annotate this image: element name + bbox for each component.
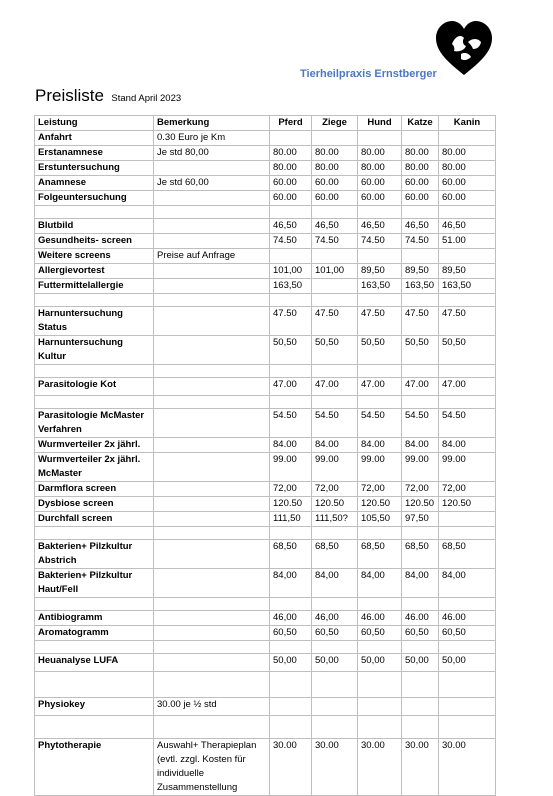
price-ziege-cell: 46,50 (312, 219, 358, 234)
table-row (35, 409, 496, 438)
price-pferd-cell: 120.50 (270, 497, 312, 512)
price-pferd-cell: 50,00 (270, 654, 312, 672)
table-row (35, 654, 496, 672)
table-row (35, 438, 496, 453)
remark-cell (154, 219, 270, 234)
service-name-cell: Harnuntersuchung Kultur (35, 336, 154, 365)
price-hund-cell: 163,50 (358, 279, 402, 294)
price-hund-cell: 60.00 (358, 191, 402, 206)
price-hund-cell: 46,50 (358, 219, 402, 234)
remark-cell (154, 206, 270, 219)
price-kanin-cell: 47.00 (439, 378, 496, 396)
price-ziege-cell (312, 672, 358, 698)
spacer-row (35, 206, 496, 219)
remark-cell (154, 365, 270, 378)
price-katze-cell: 84.00 (402, 438, 439, 453)
price-kanin-cell (439, 512, 496, 527)
service-name-cell (35, 716, 154, 739)
price-kanin-cell: 72,00 (439, 482, 496, 497)
remark-cell (154, 307, 270, 336)
spacer-row (35, 527, 496, 540)
price-kanin-cell: 60.00 (439, 191, 496, 206)
column-header-pferd: Pferd (270, 116, 312, 131)
price-hund-cell: 47.00 (358, 378, 402, 396)
service-name-cell: Durchfall screen (35, 512, 154, 527)
table-row (35, 219, 496, 234)
service-name-cell: Wurmverteiler 2x jährl. McMaster (35, 453, 154, 482)
service-name-cell: Blutbild (35, 219, 154, 234)
price-katze-cell: 99.00 (402, 453, 439, 482)
price-ziege-cell: 60.00 (312, 191, 358, 206)
price-ziege-cell (312, 641, 358, 654)
spacer-row (35, 365, 496, 378)
heart-pets-logo-icon (433, 18, 495, 80)
price-katze-cell (402, 294, 439, 307)
service-name-cell: Darmflora screen (35, 482, 154, 497)
price-kanin-cell (439, 641, 496, 654)
price-kanin-cell: 60.00 (439, 176, 496, 191)
price-pferd-cell: 80.00 (270, 146, 312, 161)
table-row (35, 131, 496, 146)
price-hund-cell: 60,50 (358, 626, 402, 641)
service-name-cell: Dysbiose screen (35, 497, 154, 512)
price-pferd-cell: 163,50 (270, 279, 312, 294)
price-katze-cell (402, 527, 439, 540)
price-pferd-cell: 68,50 (270, 540, 312, 569)
price-kanin-cell (439, 206, 496, 219)
price-ziege-cell (312, 294, 358, 307)
remark-cell (154, 611, 270, 626)
remark-cell (154, 512, 270, 527)
price-ziege-cell: 84.00 (312, 438, 358, 453)
price-katze-cell: 54.50 (402, 409, 439, 438)
price-hund-cell (358, 598, 402, 611)
price-katze-cell: 97,50 (402, 512, 439, 527)
service-name-cell: Allergievortest (35, 264, 154, 279)
price-kanin-cell (439, 716, 496, 739)
service-name-cell: Heuanalyse LUFA (35, 654, 154, 672)
price-katze-cell (402, 641, 439, 654)
price-ziege-cell (312, 527, 358, 540)
price-ziege-cell: 99.00 (312, 453, 358, 482)
service-name-cell (35, 365, 154, 378)
price-pferd-cell: 84.00 (270, 438, 312, 453)
price-hund-cell (358, 672, 402, 698)
price-kanin-cell: 54.50 (439, 409, 496, 438)
price-hund-cell: 84,00 (358, 569, 402, 598)
remark-cell (154, 540, 270, 569)
table-row (35, 161, 496, 176)
price-pferd-cell: 111,50 (270, 512, 312, 527)
remark-cell: 30.00 je ½ std (154, 698, 270, 716)
page-title-block (35, 86, 181, 106)
remark-cell (154, 378, 270, 396)
price-hund-cell: 72,00 (358, 482, 402, 497)
remark-cell (154, 716, 270, 739)
remark-cell (154, 672, 270, 698)
price-pferd-cell: 50,50 (270, 336, 312, 365)
price-hund-cell (358, 396, 402, 409)
service-name-cell (35, 294, 154, 307)
price-katze-cell (402, 598, 439, 611)
service-name-cell (35, 206, 154, 219)
table-row (35, 739, 496, 796)
price-ziege-cell (312, 716, 358, 739)
price-pferd-cell (270, 249, 312, 264)
remark-cell (154, 497, 270, 512)
service-name-cell (35, 641, 154, 654)
spacer-row (35, 716, 496, 739)
price-pferd-cell: 30.00 (270, 739, 312, 796)
column-header-ziege: Ziege (312, 116, 358, 131)
price-kanin-cell: 68,50 (439, 540, 496, 569)
remark-cell (154, 279, 270, 294)
table-row (35, 698, 496, 716)
remark-cell (154, 527, 270, 540)
price-katze-cell: 74.50 (402, 234, 439, 249)
price-ziege-cell: 80.00 (312, 161, 358, 176)
remark-cell (154, 482, 270, 497)
price-hund-cell: 80.00 (358, 146, 402, 161)
price-hund-cell: 74.50 (358, 234, 402, 249)
price-pferd-cell (270, 641, 312, 654)
service-name-cell: Wurmverteiler 2x jährl. (35, 438, 154, 453)
price-kanin-cell: 60,50 (439, 626, 496, 641)
remark-cell (154, 626, 270, 641)
price-katze-cell (402, 131, 439, 146)
price-hund-cell (358, 206, 402, 219)
price-kanin-cell: 50,00 (439, 654, 496, 672)
price-ziege-cell (312, 131, 358, 146)
price-ziege-cell: 47.00 (312, 378, 358, 396)
table-row (35, 191, 496, 206)
remark-cell (154, 641, 270, 654)
price-kanin-cell (439, 131, 496, 146)
price-katze-cell (402, 206, 439, 219)
price-katze-cell: 50,00 (402, 654, 439, 672)
price-kanin-cell: 163,50 (439, 279, 496, 294)
price-pferd-cell: 60.00 (270, 176, 312, 191)
price-pferd-cell (270, 131, 312, 146)
price-katze-cell: 84,00 (402, 569, 439, 598)
price-kanin-cell: 120.50 (439, 497, 496, 512)
service-name-cell: Harnuntersuchung Status (35, 307, 154, 336)
price-ziege-cell (312, 365, 358, 378)
remark-cell: Preise auf Anfrage (154, 249, 270, 264)
price-katze-cell: 46.00 (402, 611, 439, 626)
remark-cell (154, 161, 270, 176)
service-name-cell: Anfahrt (35, 131, 154, 146)
service-name-cell: Erstanamnese (35, 146, 154, 161)
price-ziege-cell: 101,00 (312, 264, 358, 279)
price-ziege-cell: 50,50 (312, 336, 358, 365)
price-pferd-cell: 47.50 (270, 307, 312, 336)
price-hund-cell: 46.00 (358, 611, 402, 626)
column-header-katze: Katze (402, 116, 439, 131)
table-row (35, 146, 496, 161)
price-ziege-cell: 30.00 (312, 739, 358, 796)
price-ziege-cell (312, 598, 358, 611)
table-row (35, 336, 496, 365)
remark-cell (154, 191, 270, 206)
price-ziege-cell: 72,00 (312, 482, 358, 497)
table-row (35, 234, 496, 249)
price-hund-cell (358, 527, 402, 540)
price-pferd-cell: 74.50 (270, 234, 312, 249)
price-ziege-cell (312, 279, 358, 294)
price-pferd-cell: 84,00 (270, 569, 312, 598)
table-row (35, 453, 496, 482)
service-name-cell: Gesundheits- screen (35, 234, 154, 249)
remark-cell (154, 409, 270, 438)
price-kanin-cell (439, 698, 496, 716)
price-katze-cell: 60.00 (402, 191, 439, 206)
price-kanin-cell: 51.00 (439, 234, 496, 249)
service-name-cell: Erstuntersuchung (35, 161, 154, 176)
price-kanin-cell: 30.00 (439, 739, 496, 796)
page-title: Preisliste (35, 86, 104, 105)
service-name-cell (35, 396, 154, 409)
remark-cell: 0.30 Euro je Km (154, 131, 270, 146)
column-header-bemerkung: Bemerkung (154, 116, 270, 131)
price-hund-cell: 89,50 (358, 264, 402, 279)
price-ziege-cell: 60.00 (312, 176, 358, 191)
remark-cell (154, 438, 270, 453)
remark-cell (154, 453, 270, 482)
price-hund-cell (358, 716, 402, 739)
price-hund-cell: 30.00 (358, 739, 402, 796)
service-name-cell: Anamnese (35, 176, 154, 191)
price-pferd-cell: 80.00 (270, 161, 312, 176)
table-header-row (35, 116, 496, 131)
price-katze-cell: 46,50 (402, 219, 439, 234)
table-row (35, 540, 496, 569)
service-name-cell: Physiokey (35, 698, 154, 716)
price-ziege-cell: 111,50? (312, 512, 358, 527)
table-row (35, 482, 496, 497)
spacer-row (35, 396, 496, 409)
service-name-cell (35, 527, 154, 540)
price-katze-cell: 30.00 (402, 739, 439, 796)
price-ziege-cell: 84,00 (312, 569, 358, 598)
price-pferd-cell: 72,00 (270, 482, 312, 497)
price-katze-cell (402, 716, 439, 739)
price-hund-cell: 60.00 (358, 176, 402, 191)
price-hund-cell: 47.50 (358, 307, 402, 336)
price-katze-cell (402, 396, 439, 409)
price-katze-cell: 47.00 (402, 378, 439, 396)
price-hund-cell (358, 294, 402, 307)
service-name-cell (35, 598, 154, 611)
price-pferd-cell: 101,00 (270, 264, 312, 279)
price-pferd-cell: 99.00 (270, 453, 312, 482)
table-row (35, 264, 496, 279)
price-ziege-cell: 46,00 (312, 611, 358, 626)
price-kanin-cell: 80.00 (439, 146, 496, 161)
price-pferd-cell (270, 206, 312, 219)
price-katze-cell: 60,50 (402, 626, 439, 641)
price-hund-cell (358, 698, 402, 716)
price-ziege-cell: 60,50 (312, 626, 358, 641)
table-row (35, 249, 496, 264)
table-row (35, 611, 496, 626)
remark-cell (154, 294, 270, 307)
price-katze-cell (402, 698, 439, 716)
price-kanin-cell (439, 396, 496, 409)
price-ziege-cell (312, 206, 358, 219)
price-katze-cell: 47.50 (402, 307, 439, 336)
price-pferd-cell: 46,00 (270, 611, 312, 626)
price-kanin-cell: 80.00 (439, 161, 496, 176)
spacer-row (35, 672, 496, 698)
price-kanin-cell: 46,50 (439, 219, 496, 234)
price-katze-cell: 89,50 (402, 264, 439, 279)
price-katze-cell: 50,50 (402, 336, 439, 365)
remark-cell (154, 396, 270, 409)
price-katze-cell (402, 249, 439, 264)
service-name-cell: Bakterien+ Pilzkultur Abstrich (35, 540, 154, 569)
service-name-cell: Parasitologie Kot (35, 378, 154, 396)
price-katze-cell: 72,00 (402, 482, 439, 497)
remark-cell (154, 654, 270, 672)
price-ziege-cell (312, 396, 358, 409)
price-pferd-cell: 60.00 (270, 191, 312, 206)
price-pferd-cell (270, 396, 312, 409)
price-kanin-cell (439, 598, 496, 611)
price-pferd-cell: 47.00 (270, 378, 312, 396)
price-hund-cell (358, 249, 402, 264)
price-ziege-cell: 74.50 (312, 234, 358, 249)
price-katze-cell: 60.00 (402, 176, 439, 191)
column-header-hund: Hund (358, 116, 402, 131)
price-ziege-cell: 47.50 (312, 307, 358, 336)
price-hund-cell: 68,50 (358, 540, 402, 569)
service-name-cell: Weitere screens (35, 249, 154, 264)
remark-cell (154, 264, 270, 279)
table-row (35, 569, 496, 598)
price-ziege-cell (312, 249, 358, 264)
remark-cell: Je std 80,00 (154, 146, 270, 161)
table-row (35, 279, 496, 294)
price-hund-cell: 99.00 (358, 453, 402, 482)
price-kanin-cell (439, 249, 496, 264)
price-pferd-cell (270, 672, 312, 698)
remark-cell: Je std 60,00 (154, 176, 270, 191)
price-ziege-cell: 120.50 (312, 497, 358, 512)
price-pferd-cell: 46,50 (270, 219, 312, 234)
service-name-cell: Parasitologie McMaster Verfahren (35, 409, 154, 438)
price-kanin-cell (439, 365, 496, 378)
price-katze-cell: 80.00 (402, 161, 439, 176)
price-hund-cell: 50,00 (358, 654, 402, 672)
service-name-cell: Aromatogramm (35, 626, 154, 641)
price-ziege-cell: 50,00 (312, 654, 358, 672)
price-kanin-cell: 46.00 (439, 611, 496, 626)
table-row (35, 497, 496, 512)
price-ziege-cell: 68,50 (312, 540, 358, 569)
practice-name: Tierheilpraxis Ernstberger (300, 68, 437, 80)
service-name-cell: Antibiogramm (35, 611, 154, 626)
price-hund-cell: 84.00 (358, 438, 402, 453)
price-pferd-cell: 60,50 (270, 626, 312, 641)
page-subtitle: Stand April 2023 (111, 93, 182, 104)
price-kanin-cell: 84.00 (439, 438, 496, 453)
price-katze-cell (402, 672, 439, 698)
price-katze-cell: 80.00 (402, 146, 439, 161)
price-pferd-cell (270, 527, 312, 540)
table-row (35, 626, 496, 641)
service-name-cell: Phytotherapie (35, 739, 154, 796)
price-pferd-cell (270, 716, 312, 739)
price-ziege-cell: 80.00 (312, 146, 358, 161)
spacer-row (35, 294, 496, 307)
price-pferd-cell (270, 598, 312, 611)
price-kanin-cell: 47.50 (439, 307, 496, 336)
table-row (35, 512, 496, 527)
price-kanin-cell (439, 672, 496, 698)
price-hund-cell: 50,50 (358, 336, 402, 365)
price-katze-cell: 68,50 (402, 540, 439, 569)
price-katze-cell: 163,50 (402, 279, 439, 294)
price-ziege-cell (312, 698, 358, 716)
price-katze-cell: 120.50 (402, 497, 439, 512)
price-hund-cell: 120.50 (358, 497, 402, 512)
table-row (35, 176, 496, 191)
service-name-cell: Bakterien+ Pilzkultur Haut/Fell (35, 569, 154, 598)
price-ziege-cell: 54.50 (312, 409, 358, 438)
table-row (35, 307, 496, 336)
service-name-cell: Folgeuntersuchung (35, 191, 154, 206)
price-kanin-cell (439, 527, 496, 540)
remark-cell (154, 569, 270, 598)
price-pferd-cell (270, 294, 312, 307)
price-table (34, 115, 496, 796)
price-pferd-cell: 54.50 (270, 409, 312, 438)
price-kanin-cell (439, 294, 496, 307)
service-name-cell: Futtermittelallergie (35, 279, 154, 294)
price-hund-cell: 105,50 (358, 512, 402, 527)
service-name-cell (35, 672, 154, 698)
remark-cell (154, 598, 270, 611)
price-hund-cell (358, 641, 402, 654)
column-header-kanin: Kanin (439, 116, 496, 131)
price-kanin-cell: 50,50 (439, 336, 496, 365)
price-kanin-cell: 99.00 (439, 453, 496, 482)
column-header-leistung: Leistung (35, 116, 154, 131)
price-hund-cell (358, 365, 402, 378)
price-hund-cell (358, 131, 402, 146)
price-kanin-cell: 84,00 (439, 569, 496, 598)
price-katze-cell (402, 365, 439, 378)
remark-cell (154, 234, 270, 249)
price-hund-cell: 54.50 (358, 409, 402, 438)
spacer-row (35, 641, 496, 654)
price-pferd-cell (270, 698, 312, 716)
spacer-row (35, 598, 496, 611)
price-kanin-cell: 89,50 (439, 264, 496, 279)
table-row (35, 378, 496, 396)
price-pferd-cell (270, 365, 312, 378)
remark-cell (154, 336, 270, 365)
remark-cell: Auswahl+ Therapieplan (evtl. zzgl. Kosten für individuelle Zusammenstellung (154, 739, 270, 796)
price-hund-cell: 80.00 (358, 161, 402, 176)
